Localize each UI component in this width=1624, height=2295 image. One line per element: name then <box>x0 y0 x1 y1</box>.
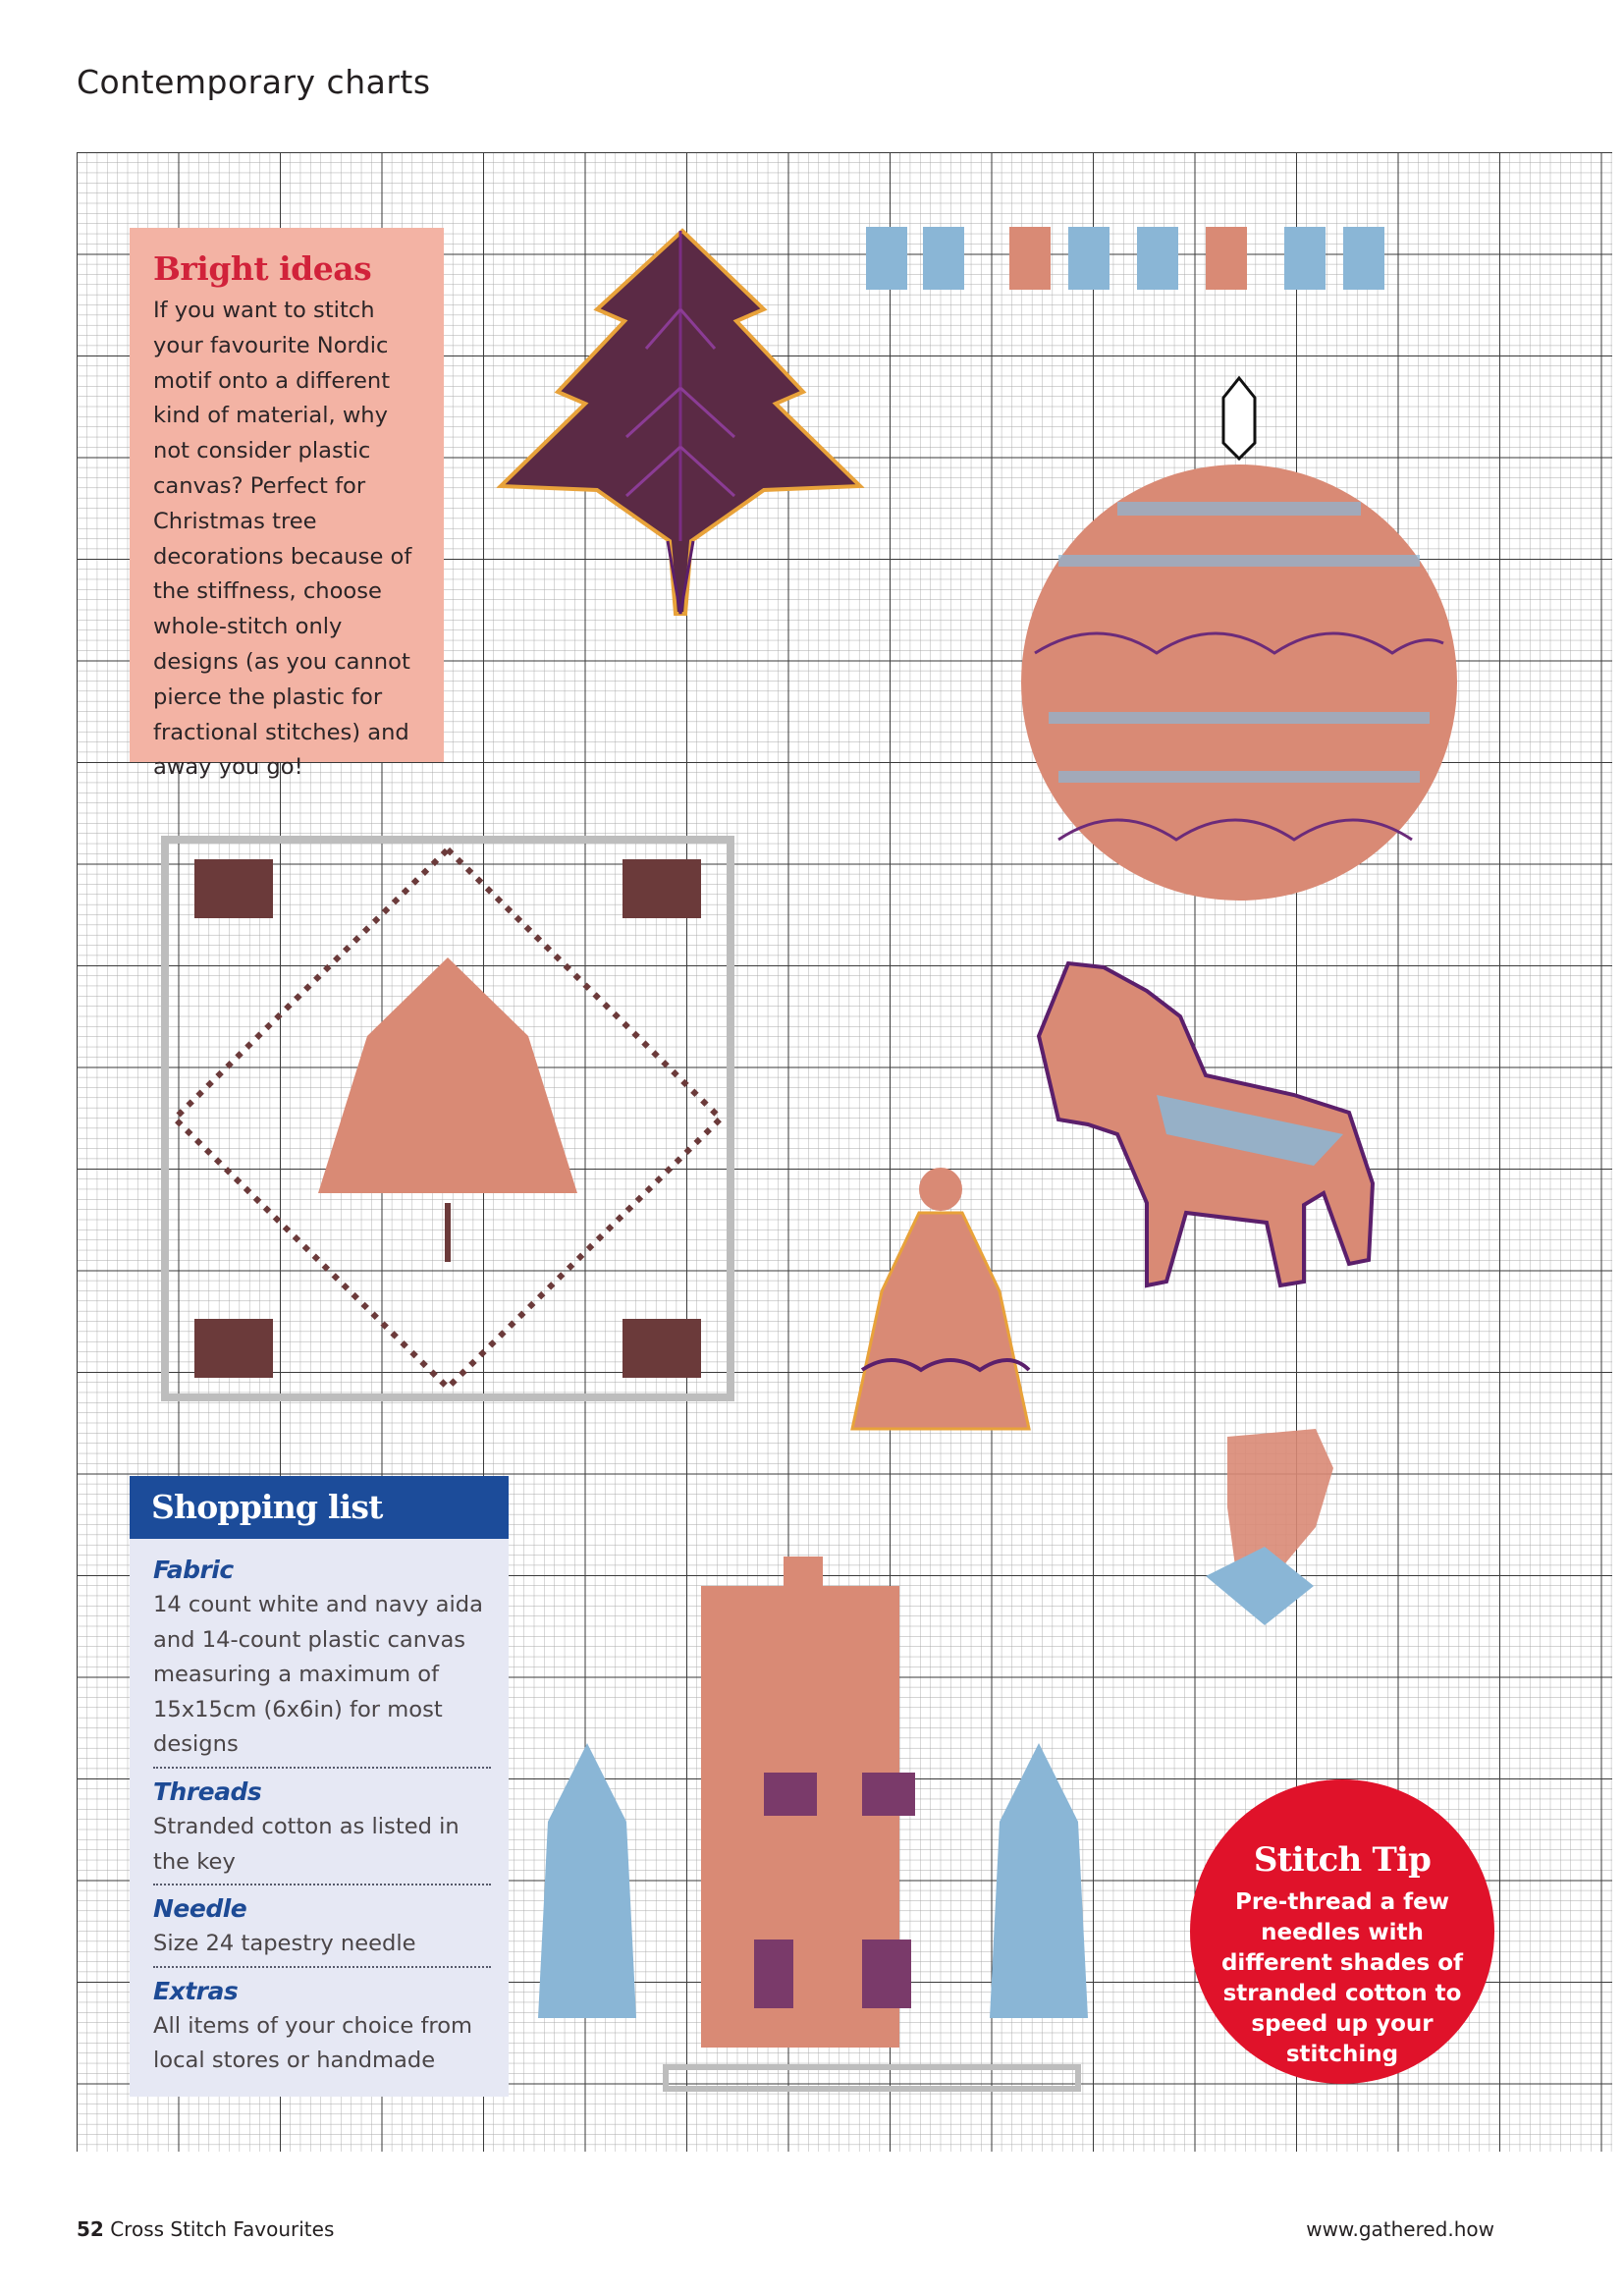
publication-name: Cross Stitch Favourites <box>110 2217 335 2241</box>
stitch-tip-body: Pre-thread a few needles with different shades of stranded cotton to speed up your stitching <box>1220 1889 1464 2067</box>
shopping-section-text: Size 24 tapestry needle <box>153 1931 416 1957</box>
bright-ideas-body: If you want to stitch your favourite Nordic motif onto a different kind of material, why not consider plastic canvas? Perfect for Christmas tree decorations because of the stiffness, choose whole-stitch only designs (as you cannot pierce the plastic for fractional stitches) and away you go! <box>153 298 412 781</box>
stitch-tip-badge <box>1190 1779 1494 2084</box>
stitch-tip-title: Stitch Tip <box>1253 1840 1432 1880</box>
shopping-list-sections <box>130 1539 509 2083</box>
footer-website[interactable]: www.gathered.how <box>1306 2217 1494 2241</box>
shopping-section-text: All items of your choice from local stores or handmade <box>153 2012 473 2074</box>
shopping-list-box <box>130 1476 509 2097</box>
shopping-section-heading: Needle <box>153 1894 247 1924</box>
bright-ideas-title: Bright ideas <box>153 249 372 288</box>
shopping-section-heading: Fabric <box>153 1556 234 1584</box>
page-number: 52 <box>77 2217 104 2241</box>
footer-publication <box>77 2217 334 2241</box>
shopping-section-heading: Extras <box>153 1976 239 2005</box>
page-section-title: Contemporary charts <box>77 63 431 101</box>
shopping-section-heading: Threads <box>153 1776 262 1806</box>
shopping-section-fabric <box>153 1553 491 1769</box>
bright-ideas-box <box>130 228 444 781</box>
shopping-section-needle <box>153 1891 491 1968</box>
shopping-list-title: Shopping list <box>130 1476 509 1539</box>
shopping-section-extras <box>153 1974 491 2083</box>
shopping-section-threads <box>153 1775 491 1885</box>
shopping-section-text: Stranded cotton as listed in the key <box>153 1813 460 1875</box>
shopping-section-text: 14 count white and navy aida and 14-count plastic canvas measuring a maximum of 15x15cm (6x6in) for most designs <box>153 1592 483 1758</box>
